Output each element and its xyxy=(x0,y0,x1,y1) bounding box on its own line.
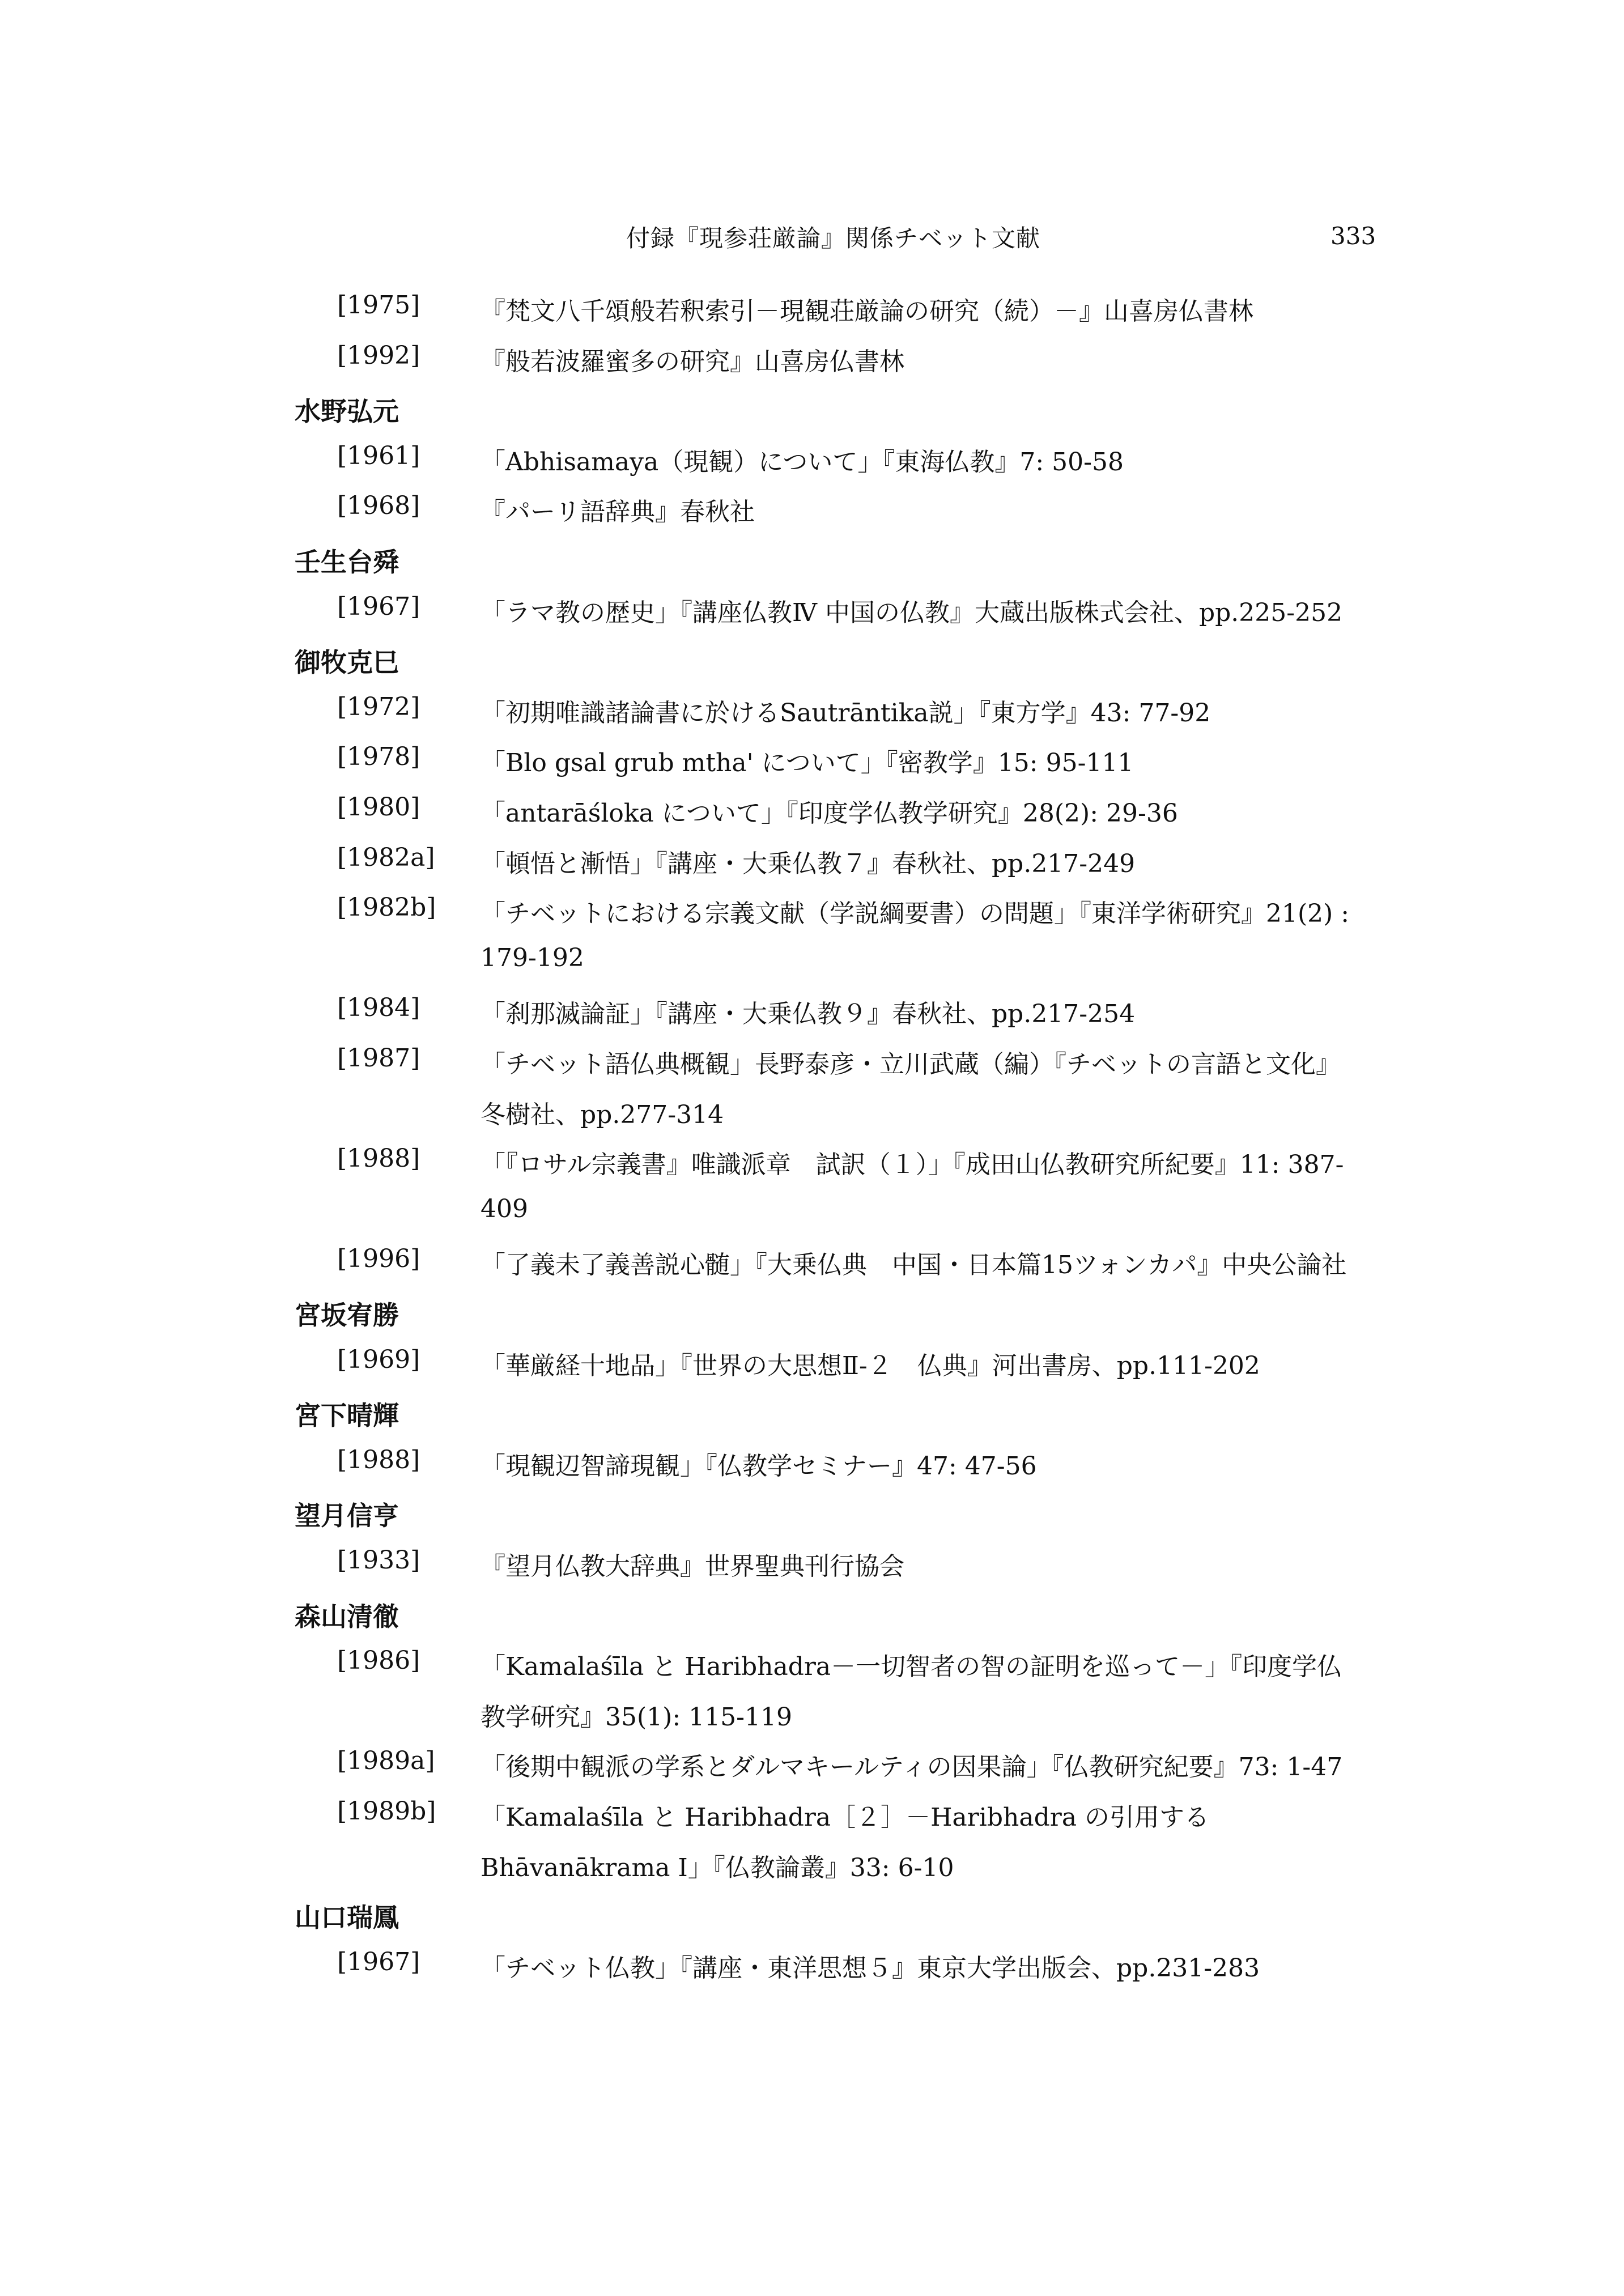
reference-text: 「刹那滅論証」『講座・大乗仏教９』春秋社、pp.217-254 xyxy=(481,1000,1136,1029)
reference-text: 「Abhisamaya（現観）について」『東海仏教』7: 50-58 xyxy=(481,447,1124,477)
reference-text-continuation: Bhāvanākrama Ⅰ」『仏教論叢』33: 6-10 xyxy=(481,1853,954,1882)
reference-year: [1980] xyxy=(337,793,420,822)
author-heading: 森山清徹 xyxy=(295,1601,399,1632)
author-heading: 宮下晴輝 xyxy=(295,1400,399,1431)
running-header-title: 付録『現参荘厳論』関係チベット文献 xyxy=(626,224,1041,252)
author-heading: 望月信亨 xyxy=(295,1500,399,1532)
reference-text: 「ラマ教の歴史」『講座仏教Ⅳ 中国の仏教』大蔵出版株式会社、pp.225-252 xyxy=(481,598,1343,627)
reference-year: [1989b] xyxy=(337,1797,436,1826)
reference-year: [1967] xyxy=(337,592,420,621)
reference-text: 「了義未了義善説心髄」『大乗仏典 中国・日本篇15ツォンカパ』中央公論社 xyxy=(481,1251,1347,1280)
reference-text-continuation: 409 xyxy=(481,1194,528,1223)
reference-year: [1992] xyxy=(337,341,420,370)
reference-text-continuation: 179-192 xyxy=(481,943,584,972)
reference-year: [1987] xyxy=(337,1044,420,1073)
reference-text: 「Kamalaśīla と Haribhadra［２］－Haribhadra の引用する xyxy=(481,1803,1210,1832)
reference-year: [1982a] xyxy=(337,843,435,872)
reference-year: [1982b] xyxy=(337,893,436,922)
reference-year: [1967] xyxy=(337,1947,420,1976)
reference-text: 「チベット仏教」『講座・東洋思想５』東京大学出版会、pp.231-283 xyxy=(481,1953,1260,1983)
reference-text: 『般若波羅蜜多の研究』山喜房仏書林 xyxy=(481,347,904,376)
reference-text: 「初期唯識諸論書に於けるSautrāntika説」『東方学』43: 77-92 xyxy=(481,698,1211,728)
reference-year: [1975] xyxy=(337,291,420,320)
author-heading: 宮坂宥勝 xyxy=(295,1300,399,1330)
author-heading: 山口瑞鳳 xyxy=(295,1902,399,1933)
reference-text: 「チベット語仏典概観」長野泰彦・立川武蔵（編）『チベットの言語と文化』 xyxy=(481,1050,1341,1079)
reference-text: 「頓悟と漸悟」『講座・大乗仏教７』春秋社、pp.217-249 xyxy=(481,849,1136,878)
reference-text: 「antarāśloka について」『印度学仏教学研究』28(2): 29-36 xyxy=(481,799,1178,828)
reference-text: 「華厳経十地品」『世界の大思想Ⅱ-２ 仏典』河出書房、pp.111-202 xyxy=(481,1351,1260,1380)
reference-year: [1988] xyxy=(337,1144,420,1173)
reference-text: 「Blo gsal grub mtha' について」『密教学』15: 95-111 xyxy=(481,749,1134,778)
reference-text: 「後期中観派の学系とダルマキールティの因果論」『仏教研究紀要』73: 1-47 xyxy=(481,1753,1343,1782)
reference-year: [1968] xyxy=(337,491,420,521)
author-heading: 御牧克巳 xyxy=(295,647,399,678)
reference-text: 『望月仏教大辞典』世界聖典刊行協会 xyxy=(481,1552,904,1581)
reference-text: 『パーリ語辞典』春秋社 xyxy=(481,498,755,527)
reference-text-continuation: 冬樹社、pp.277-314 xyxy=(481,1100,724,1129)
reference-year: [1972] xyxy=(337,692,420,721)
reference-year: [1986] xyxy=(337,1646,420,1676)
reference-year: [1996] xyxy=(337,1244,420,1274)
reference-year: [1984] xyxy=(337,993,420,1023)
reference-text: 「チベットにおける宗義文献（学説綱要書）の問題」『東洋学術研究』21(2) : xyxy=(481,899,1350,929)
reference-text: 「Kamalaśīla と Haribhadra－一切智者の智の証明を巡って－」『印度学仏 xyxy=(481,1652,1342,1682)
page-number: 333 xyxy=(1330,222,1376,250)
reference-text: 「『ロサル宗義書』唯識派章 試訳（１）」『成田山仏教研究所紀要』11: 387- xyxy=(481,1150,1344,1180)
reference-text-continuation: 教学研究』35(1): 115-119 xyxy=(481,1702,792,1732)
reference-text: 「現観辺智諦現観」『仏教学セミナー』47: 47-56 xyxy=(481,1451,1037,1481)
reference-year: [1961] xyxy=(337,441,420,470)
reference-year: [1988] xyxy=(337,1445,420,1474)
reference-year: [1969] xyxy=(337,1345,420,1374)
author-heading: 壬生台舜 xyxy=(295,547,399,577)
reference-year: [1933] xyxy=(337,1546,420,1575)
reference-year: [1978] xyxy=(337,742,420,772)
reference-year: [1989a] xyxy=(337,1746,435,1776)
author-heading: 水野弘元 xyxy=(295,396,399,427)
reference-text: 『梵文八千頌般若釈索引－現観荘厳論の研究（続）－』山喜房仏書林 xyxy=(481,297,1253,326)
